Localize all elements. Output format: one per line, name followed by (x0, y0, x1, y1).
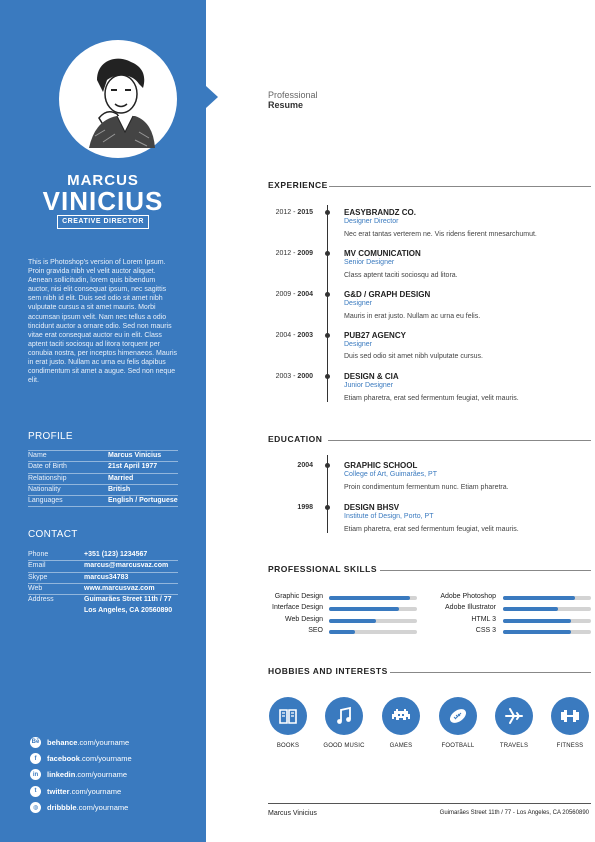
skill-bar-fill (503, 607, 558, 611)
skill-label: Interface Design (272, 604, 323, 612)
skill-label: Adobe Photoshop (440, 593, 496, 600)
contact-key: Address (28, 596, 54, 604)
profile-value: Marcus Vinicius (108, 452, 162, 459)
book-icon (269, 697, 307, 735)
dribbble-icon: ◍ (30, 802, 41, 813)
skill-label: Adobe Illustrator (445, 604, 496, 612)
job-position: Junior Designer (344, 382, 394, 389)
profile-value: British (108, 485, 131, 493)
year-to: 2004 (297, 291, 313, 298)
year-to: 2009 (297, 250, 313, 257)
timeline-dot (325, 251, 330, 256)
social-domain: linkedin (47, 770, 76, 780)
job-description: Etiam pharetra, erat sed fermentum feugiat, velit mauris. (344, 395, 519, 402)
contact-row (28, 584, 178, 595)
skill-bar-fill (503, 619, 571, 623)
skill-bar-track (503, 619, 591, 623)
year-from: 2004 - (275, 332, 298, 339)
footer-divider (268, 803, 591, 804)
divider (328, 440, 591, 441)
profile-photo (72, 40, 164, 158)
job-position: Designer (344, 341, 373, 348)
skill-bar-track (329, 607, 417, 611)
job-description: Nec erat tantas verterem ne. Vis ridens fierent mnesarchumut. (344, 231, 537, 238)
contact-row (28, 573, 178, 584)
skill-label: Web Design (284, 615, 323, 623)
social-link-facebook[interactable] (30, 750, 200, 766)
entry-year (262, 504, 313, 511)
entry-years (262, 332, 313, 339)
contact-key: Web (28, 584, 43, 592)
year: 1998 (297, 504, 313, 511)
experience-timeline (327, 205, 328, 402)
timeline-dot (325, 333, 330, 338)
timeline-dot (325, 463, 330, 468)
role-badge: CREATIVE DIRECTOR (57, 215, 149, 229)
profile-value: English / Portuguese (108, 497, 178, 505)
contact-key: Skype (28, 573, 48, 581)
contact-key: Email (28, 562, 46, 570)
year-from: 2012 - (275, 250, 298, 257)
address-value: Guimarães Street 11th / 77 (84, 596, 172, 604)
resume-header (268, 90, 318, 110)
entry-years (262, 291, 313, 298)
company-name: MV COMUNICATION (344, 249, 421, 258)
job-position: Senior Designer (344, 259, 395, 266)
school-name: College of Art, Guimarães, PT (344, 471, 437, 478)
company-name: DESIGN & CIA (344, 372, 399, 381)
hobby-games (373, 697, 429, 749)
profile-value: 21st April 1977 (108, 463, 158, 471)
address-value-line2: Los Angeles, CA 20560890 (84, 607, 173, 615)
job-description: Class aptent taciti sociosqu ad litora. (344, 272, 458, 279)
school-name: Institute of Design, Porto, PT (344, 513, 434, 520)
profile-row (28, 451, 178, 462)
contact-table (28, 550, 178, 618)
divider (329, 186, 591, 187)
skype-value[interactable]: marcus34783 (84, 573, 129, 581)
social-path: .com/yourname (75, 770, 128, 780)
contact-row (28, 561, 178, 572)
education-heading: EDUCATION (268, 434, 323, 444)
hobby-label: FITNESS (556, 743, 584, 749)
bio-text: This is Photoshop's version of Lorem Ipsum. Proin gravida nibh vel velit auctor aliquet. Aenean sollicitudin, lorem quis bibendum auctor, nisi elit consequat ipsum, nec sagittis sem nibh id elit. Duis sed odio sit amet nibh vulputate cursus a sit amet mauris. Morbi accumsan ipsum velit. Nam nec tellus a odio tincidunt auctor a ornare odio. Sed non mauris vitae erat consequat auctor eu in elit. Class aptent taciti sociosqu ad litora torquent per conubia nostra, per inceptos himenaeos. Mauris in erat justo. Nullam ac urna eu felis dapibus condimentum sit amet a augue. Sed non neque elit. (28, 259, 178, 385)
hobby-label: GOOD MUSIC (323, 743, 365, 749)
year-to: 2015 (297, 209, 313, 216)
skill-bar-fill (329, 630, 355, 634)
profile-key: Relationship (28, 474, 67, 482)
social-path: .com/yourname (77, 737, 130, 747)
facebook-icon: f (30, 753, 41, 764)
sidebar (0, 0, 206, 842)
company-name: EASYBRANDZ CO. (344, 208, 417, 217)
year-to: 2003 (297, 332, 313, 339)
contact-row (28, 595, 178, 606)
hobby-fitness (542, 697, 595, 749)
skill-label: SEO (308, 626, 323, 634)
hobby-label: FOOTBALL (441, 743, 475, 749)
hobby-label: TRAVELS (499, 743, 529, 749)
social-links (30, 734, 200, 816)
twitter-icon: t (30, 786, 41, 797)
skill-bar-fill (329, 619, 376, 623)
space-invader-icon (382, 697, 420, 735)
skill-bar-fill (503, 596, 575, 600)
company-name: G&D / GRAPH DESIGN (344, 290, 431, 299)
year: 2004 (297, 462, 313, 469)
hobbies-heading: HOBBIES AND INTERESTS (268, 666, 388, 676)
avatar (59, 40, 177, 158)
skill-bar-track (503, 596, 591, 600)
footer-address: Guimarães Street 11th / 77 - Los Angeles, CA 20560890 (439, 810, 589, 816)
airplane-icon (495, 697, 533, 735)
profile-heading: PROFILE (28, 431, 73, 442)
contact-row (28, 606, 178, 617)
header-line2: Resume (268, 100, 304, 110)
social-path: .com/yourname (69, 786, 122, 796)
hobby-football (430, 697, 486, 749)
year-from: 2009 - (275, 291, 298, 298)
entry-years (262, 209, 313, 216)
contact-row (28, 550, 178, 561)
social-domain: behance (47, 737, 78, 747)
social-link-dribbble[interactable] (30, 800, 200, 816)
linkedin-icon: in (30, 769, 41, 780)
spacer (28, 606, 84, 617)
education-description: Etiam pharetra, erat sed fermentum feugiat, velit mauris. (344, 526, 519, 533)
social-path: .com/yourname (79, 754, 132, 764)
year-from: 2012 - (275, 209, 298, 216)
hobby-music (316, 697, 372, 749)
skill-bar-track (329, 630, 417, 634)
social-domain: twitter (47, 786, 70, 796)
first-name: MARCUS (67, 172, 139, 189)
skill-label: Graphic Design (274, 593, 323, 600)
social-link-twitter[interactable] (30, 783, 200, 799)
skill-bar-track (329, 596, 417, 600)
behance-icon: Bē (30, 737, 41, 748)
web-link[interactable]: www.marcusvaz.com (84, 584, 155, 592)
education-description: Proin condimentum fermentum nunc. Etiam pharetra. (344, 484, 509, 491)
job-position: Designer Director (344, 218, 399, 225)
entry-years (262, 373, 313, 380)
contact-heading: CONTACT (28, 529, 78, 540)
phone-value[interactable]: +351 (123) 1234567 (84, 551, 148, 558)
skill-label: CSS 3 (475, 626, 496, 634)
entry-years (262, 250, 313, 257)
footer-name: Marcus Vinicius (268, 810, 317, 817)
header-line1: Professional (268, 90, 318, 100)
skill-bar-track (503, 607, 591, 611)
skill-bar-fill (329, 596, 410, 600)
contact-key: Phone (28, 551, 49, 558)
social-link-linkedin[interactable] (30, 767, 200, 783)
divider (390, 672, 591, 673)
experience-heading: EXPERIENCE (268, 180, 328, 190)
job-description: Mauris in erat justo. Nullam ac urna eu felis. (344, 313, 481, 320)
football-icon (439, 697, 477, 735)
entry-year (262, 462, 313, 469)
year-from: 2003 - (275, 373, 298, 380)
timeline-dot (325, 374, 330, 379)
profile-row (28, 496, 178, 507)
sidebar-pointer (206, 86, 218, 108)
year-to: 2000 (297, 373, 313, 380)
social-link-behance[interactable] (30, 734, 200, 750)
skill-label: HTML 3 (471, 615, 496, 623)
degree-name: GRAPHIC SCHOOL (344, 461, 418, 470)
social-domain: dribbble (47, 803, 77, 813)
hobby-label: GAMES (389, 743, 413, 749)
profile-row (28, 462, 178, 473)
degree-name: DESIGN BHSV (344, 503, 400, 512)
job-description: Duis sed odio sit amet nibh vulputate cursus. (344, 353, 483, 360)
profile-key: Languages (28, 497, 63, 505)
profile-table (28, 451, 178, 507)
skill-bar-track (329, 619, 417, 623)
skill-bar-fill (329, 607, 399, 611)
skills-heading: PROFESSIONAL SKILLS (268, 564, 377, 574)
profile-key: Date of Birth (28, 463, 67, 471)
social-path: .com/yourname (76, 803, 129, 813)
timeline-dot (325, 505, 330, 510)
skill-bar-track (503, 630, 591, 634)
timeline-dot (325, 210, 330, 215)
company-name: PUB27 AGENCY (344, 331, 406, 340)
job-position: Designer (344, 300, 373, 307)
profile-row (28, 485, 178, 496)
social-domain: facebook (47, 754, 80, 764)
profile-key: Name (28, 452, 47, 459)
hobby-label: BOOKS (276, 743, 300, 749)
hobby-travels (486, 697, 542, 749)
email-link[interactable]: marcus@marcusvaz.com (84, 562, 169, 570)
hobby-books (260, 697, 316, 749)
dumbbell-icon (551, 697, 589, 735)
timeline-dot (325, 292, 330, 297)
profile-row (28, 474, 178, 485)
divider (380, 570, 591, 571)
profile-key: Nationality (28, 485, 61, 493)
music-note-icon (325, 697, 363, 735)
portrait-illustration (59, 40, 177, 158)
profile-value: Married (108, 474, 134, 482)
last-name: VINICIUS (42, 186, 164, 216)
skill-bar-fill (503, 630, 571, 634)
